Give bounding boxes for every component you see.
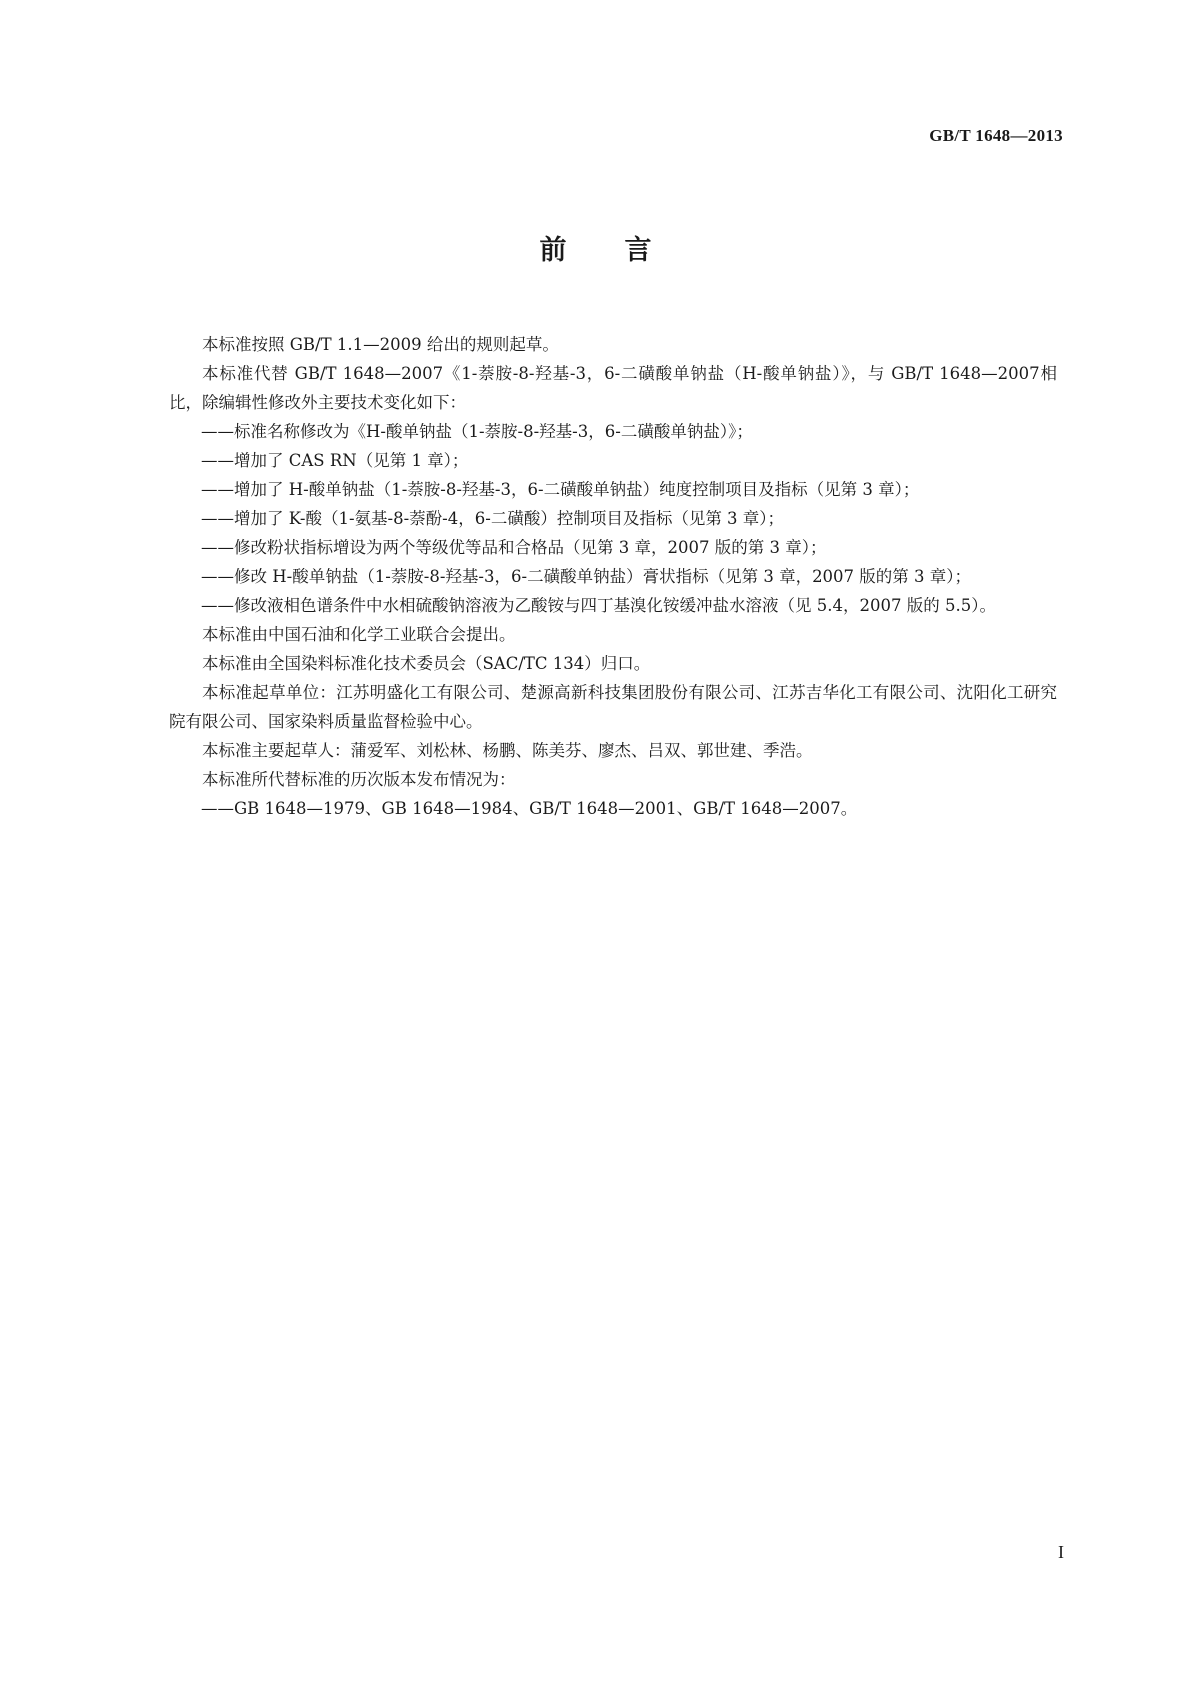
change-item: ——增加了 CAS RN（见第 1 章）； bbox=[201, 451, 469, 470]
page-title bbox=[0, 228, 1191, 267]
change-item: ——修改粉状指标增设为两个等级优等品和合格品（见第 3 章，2007 版的第 3 章）； bbox=[201, 538, 827, 557]
change-item: ——修改 H-酸单钠盐（1-萘胺-8-羟基-3，6-二磺酸单钠盐）膏状指标（见第 3 章，2007 版的第 3 章）； bbox=[201, 567, 972, 586]
change-item: ——增加了 K-酸（1-氨基-8-萘酚-4，6-二磺酸）控制项目及指标（见第 3 章）； bbox=[201, 509, 785, 528]
history-item: ——GB 1648—1979、GB 1648—1984、GB/T 1648—2001、GB/T 1648—2007。 bbox=[201, 799, 858, 818]
paragraph-history-intro: 本标准所代替标准的历次版本发布情况为： bbox=[202, 770, 516, 789]
paragraph-committee: 本标准由全国染料标准化技术委员会（SAC/TC 134）归口。 bbox=[202, 654, 651, 673]
paragraph-drafting-rules: 本标准按照 GB/T 1.1—2009 给出的规则起草。 bbox=[202, 335, 559, 354]
standard-code: GB/T 1648—2013 bbox=[929, 126, 1063, 145]
paragraph-drafting-units: 本标准起草单位：江苏明盛化工有限公司、楚源高新科技集团股份有限公司、江苏吉华化工有限公司、沈阳化工研究院有限公司、国家染料质量监督检验中心。 bbox=[169, 683, 1057, 731]
change-item: ——修改液相色谱条件中水相硫酸钠溶液为乙酸铵与四丁基溴化铵缓冲盐水溶液（见 5.4，2007 版的 5.5）。 bbox=[201, 596, 996, 615]
paragraph-drafters: 本标准主要起草人：蒲爱军、刘松林、杨鹏、陈美芬、廖杰、吕双、郭世建、季浩。 bbox=[202, 741, 813, 760]
title-part-2: 言 bbox=[624, 235, 652, 266]
title-part-1: 前 bbox=[539, 235, 567, 266]
change-item: ——增加了 H-酸单钠盐（1-萘胺-8-羟基-3，6-二磺酸单钠盐）纯度控制项目及指标（见第 3 章）； bbox=[201, 480, 920, 499]
paragraph-proposer: 本标准由中国石油和化学工业联合会提出。 bbox=[202, 625, 516, 644]
page-number: I bbox=[1058, 1542, 1064, 1562]
paragraph-replacement: 本标准代替 GB/T 1648—2007《1-萘胺-8-羟基-3，6-二磺酸单钠盐（H-酸单钠盐）》，与 GB/T 1648—2007相比，除编辑性修改外主要技术变化如下： bbox=[169, 364, 1057, 412]
foreword-body bbox=[169, 330, 1057, 823]
change-item: ——标准名称修改为《H-酸单钠盐（1-萘胺-8-羟基-3，6-二磺酸单钠盐）》； bbox=[201, 422, 753, 441]
